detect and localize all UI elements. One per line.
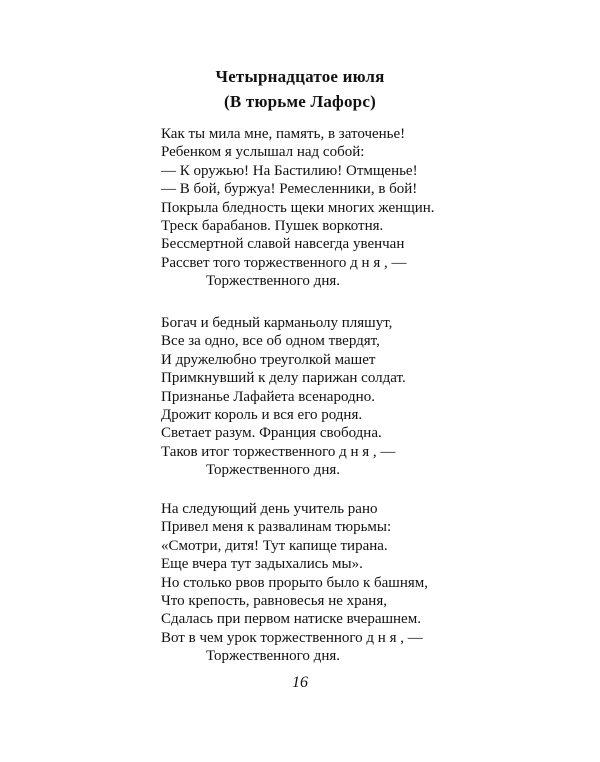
verse-line: — К оружью! На Бастилию! Отмщенье!: [161, 162, 418, 179]
verse-line: Вот в чем урок торжественного д н я , —: [161, 629, 423, 646]
verse-line: Ребенком я услышал над собой:: [161, 144, 365, 161]
verse-line: Покрыла бледность щеки многих женщин.: [161, 199, 435, 216]
refrain-line: Торжественного дня.: [206, 648, 340, 665]
verse-line: Богач и бедный карманьолу пляшут,: [161, 315, 393, 331]
verse-line: — В бой, буржуа! Ремесленники, в бой!: [161, 181, 418, 198]
verse-line: Признанье Лафайета всенародно.: [161, 388, 375, 405]
poem-subtitle: (В тюрьме Лафорс): [224, 92, 376, 111]
verse-line: На следующий день учитель рано: [161, 501, 378, 517]
verse-line: Рассвет того торжественного д н я , —: [161, 254, 407, 271]
refrain-line: Торжественного дня.: [206, 462, 340, 479]
verse-line: И дружелюбно треуголкой машет: [161, 351, 376, 368]
verse-line: Дрожит король и вся его родня.: [161, 406, 363, 423]
stanza-3: [161, 500, 491, 666]
verse-line: Еще вчера тут задыхались мы».: [161, 556, 363, 573]
poem-title: Четырнадцатое июля: [215, 67, 385, 86]
refrain-line: Торжественного дня.: [206, 273, 340, 290]
stanza-2: [161, 314, 491, 480]
verse-line: Таков итог торжественного д н я , —: [161, 443, 396, 460]
verse-line: Но столько рвов прорыто было к башням,: [161, 574, 429, 591]
verse-line: Как ты мила мне, память, в заточенье!: [161, 126, 406, 142]
verse-line: Сдалась при первом натиске вчерашнем.: [161, 611, 421, 628]
stanza-1: [161, 125, 491, 291]
verse-line: Светает разум. Франция свободна.: [161, 425, 382, 442]
verse-line: Примкнувший к делу парижан солдат.: [161, 370, 406, 387]
verse-line: Все за одно, все об одном твердят,: [161, 333, 380, 350]
verse-line: Привел меня к развалинам тюрьмы:: [161, 519, 392, 536]
verse-line: «Смотри, дитя! Тут капище тирана.: [161, 537, 388, 554]
verse-line: Треск барабанов. Пушек воркотня.: [161, 217, 384, 234]
verse-line: Что крепость, равновесья не храня,: [161, 592, 387, 609]
page-number: 16: [292, 674, 308, 691]
verse-line: Бессмертной славой навсегда увенчан: [161, 236, 405, 253]
